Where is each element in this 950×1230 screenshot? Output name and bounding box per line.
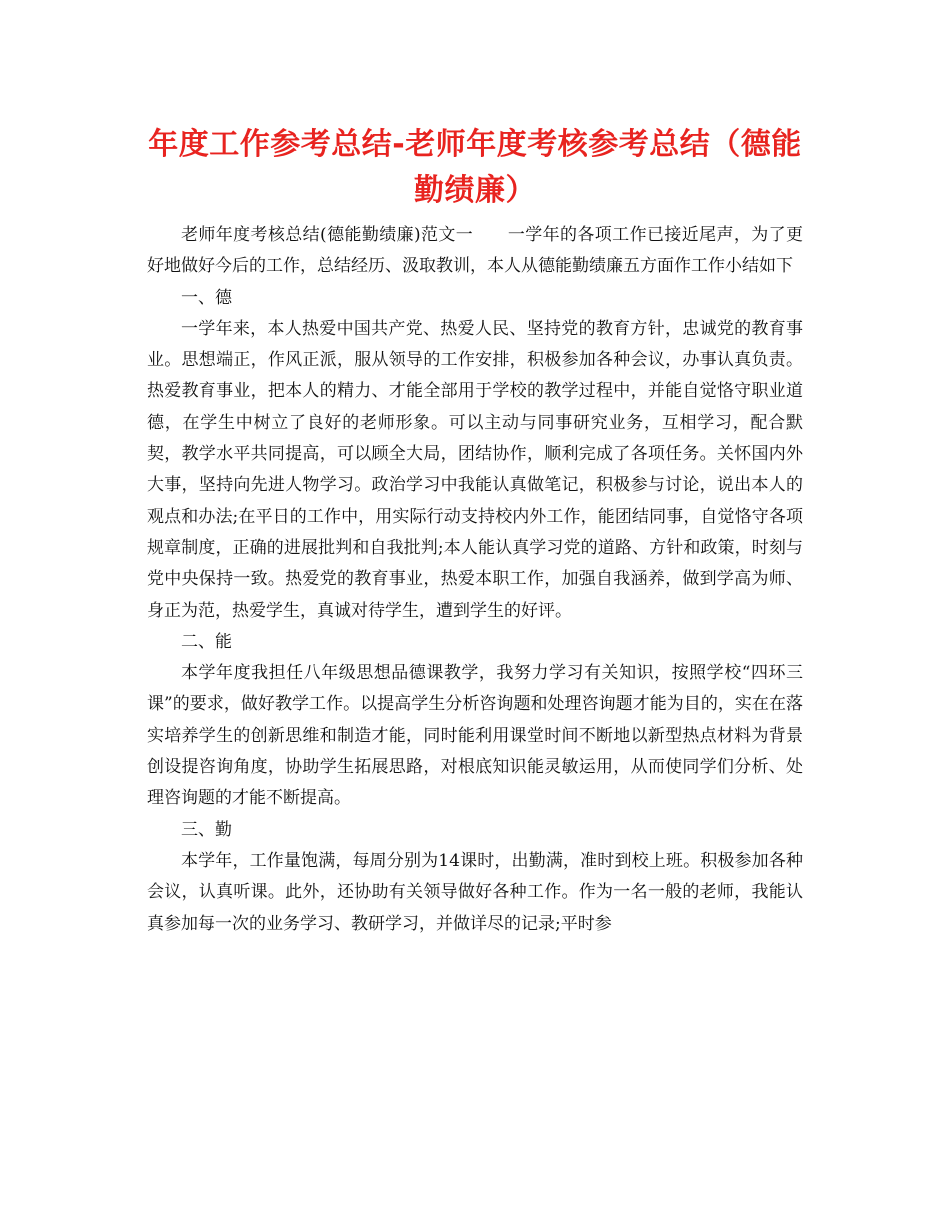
section-heading-de: 一、德 — [181, 287, 232, 308]
intro-paragraph: 老师年度考核总结(德能勤绩廉)范文一 一学年的各项工作已接近尾声，为了更好地做好今后的工作，总结经历、汲取教训，本人从德能勤绩廉五方面作工作小结如下 — [147, 225, 803, 277]
document-body — [147, 220, 803, 940]
document-content — [147, 122, 803, 940]
section-heading-qin: 三、勤 — [181, 819, 232, 840]
section-body-neng: 本学年度我担任八年级思想品德课教学，我努力学习有关知识，按照学校“四环三课”的要求，做好教学工作。以提高学生分析咨询题和处理咨询题才能为目的，实在在落实培养学生的创新思维和制造才能，同时能利用课堂时间不断地以新型热点材料为背景创设提咨询角度，协助学生拓展思路，对根底知识能灵敏运用，从而使同学们分析、处理咨询题的才能不断提高。 — [147, 663, 803, 809]
section-body-qin: 本学年，工作量饱满，每周分别为14课时，出勤满，准时到校上班。积极参加各种会议，认真听课。此外，还协助有关领导做好各种工作。作为一名一般的老师，我能认真参加每一次的业务学习、教研学习，并做详尽的记录;平时参 — [147, 850, 803, 934]
section-body-de: 一学年来，本人热爱中国共产党、热爱人民、坚持党的教育方针，忠诚党的教育事业。思想端正，作风正派，服从领导的工作安排，积极参加各种会议，办事认真负责。热爱教育事业，把本人的精力、才能全部用于学校的教学过程中，并能自觉恪守职业道德，在学生中树立了良好的老师形象。可以主动与同事研究业务，互相学习，配合默契，教学水平共同提高，可以顾全大局，团结协作，顺利完成了各项任务。关怀国内外大事，坚持向先进人物学习。政治学习中我能认真做笔记，积极参与讨论，说出本人的观点和办法;在平日的工作中，用实际行动支持校内外工作，能团结同事，自觉恪守各项规章制度，正确的进展批判和自我批判;本人能认真学习党的道路、方针和政策，时刻与党中央保持一致。热爱党的教育事业，热爱本职工作，加强自我涵养，做到学高为师、身正为范，热爱学生，真诚对待学生，遭到学生的好评。 — [147, 318, 803, 621]
section-heading-neng: 二、能 — [181, 631, 232, 652]
document-title: 年度工作参考总结-老师年度考核参考总结（德能勤绩廉） — [148, 127, 802, 208]
